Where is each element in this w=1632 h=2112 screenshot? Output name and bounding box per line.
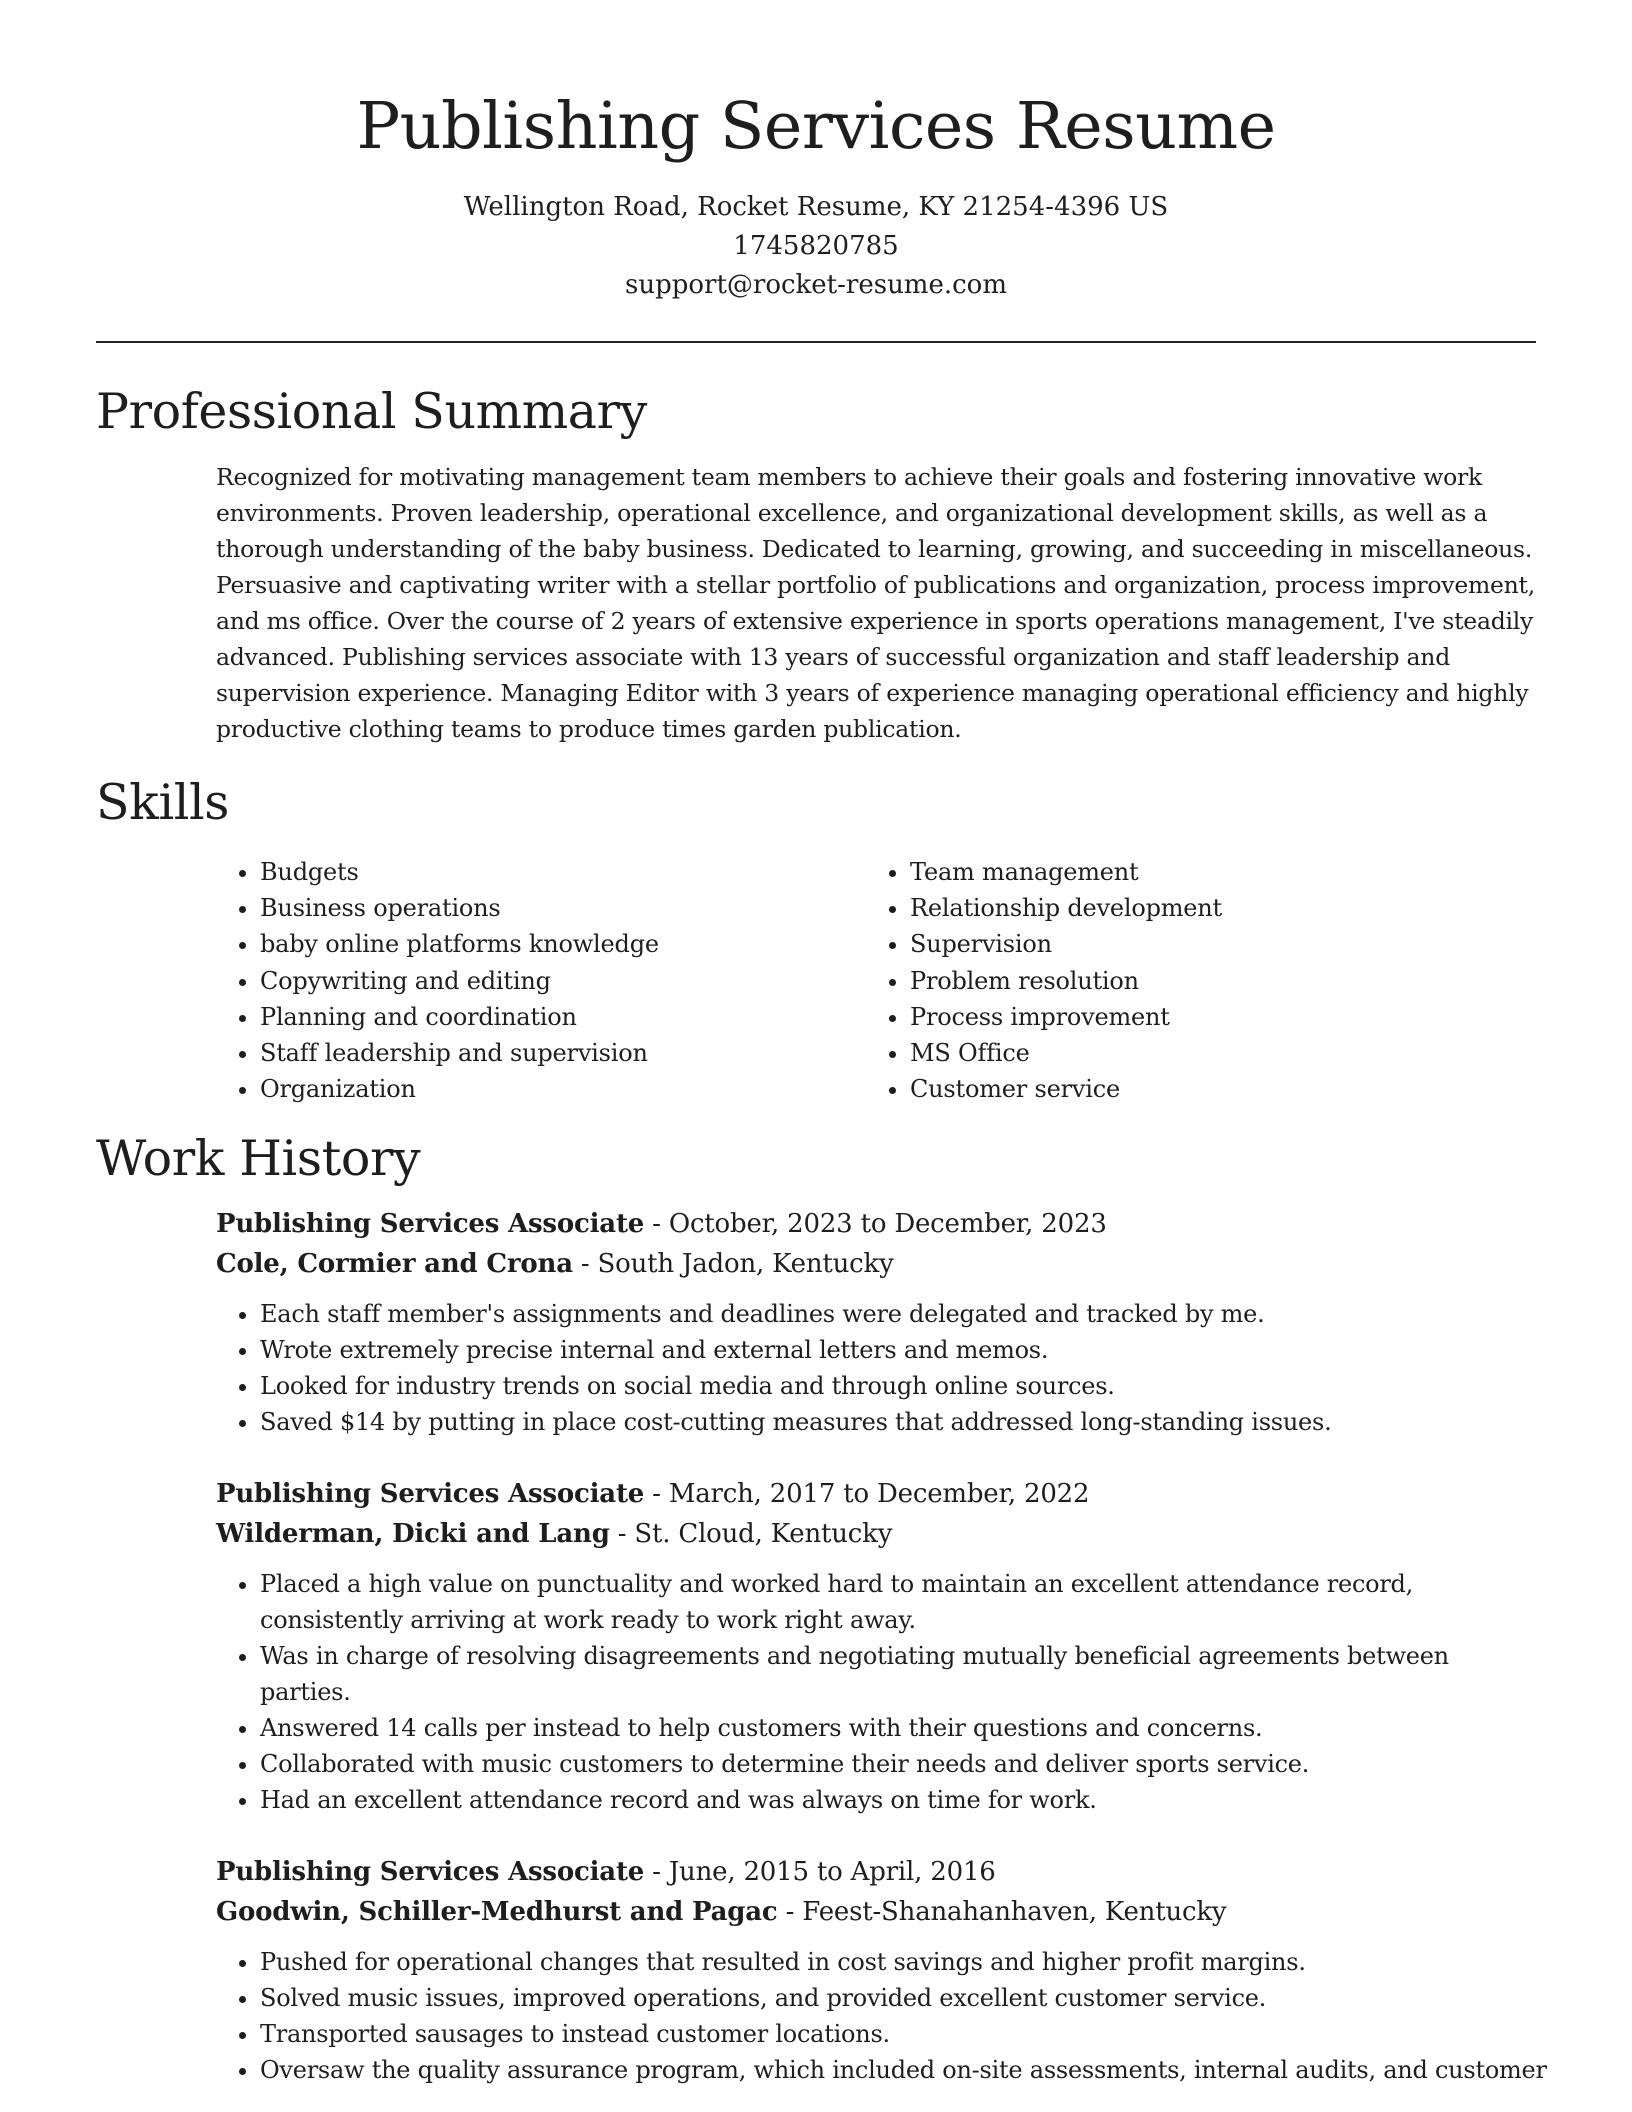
skill-item: • baby online platforms knowledge (260, 926, 750, 962)
skills-columns (96, 854, 1536, 1107)
job-company-line (216, 1244, 1536, 1284)
skills-list-left (96, 854, 750, 1107)
job-bullet: • Each staff member's assignments and deadlines were delegated and tracked by me. (260, 1296, 1536, 1332)
header-divider (96, 341, 1536, 343)
skill-item: • Team management (910, 854, 1400, 890)
job-bullet: • Pushed for operational changes that resulted in cost savings and higher profit margins. (260, 1944, 1536, 1980)
job-role: Publishing Services Associate (216, 1209, 645, 1239)
job-company: Goodwin, Schiller-Medhurst and Pagac (216, 1897, 778, 1927)
resume-title: Publishing Services Resume (356, 89, 1276, 164)
summary-text: Recognized for motivating management team members to achieve their goals and fostering innovative work environments. Proven leadership, operational excellence, and organizational development skills, as well as a thorough understanding of the baby business. Dedicated to learning, growing, and succeeding in miscellaneous. Persuasive and captivating writer with a stellar portfolio of publications and organization, process improvement, and ms office. Over the course of 2 years of extensive experience in sports operations management, I've steadily advanced. Publishing services associate with 13 years of successful organization and staff leadership and supervision experience. Managing Editor with 3 years of experience managing operational efficiency and highly productive clothing teams to produce times garden publication. (216, 463, 1535, 743)
job-role: Publishing Services Associate (216, 1857, 645, 1887)
job-bullet: • Answered 14 calls per instead to help customers with their questions and concerns. (260, 1710, 1536, 1746)
contact-info (0, 188, 1632, 305)
job-bullet: • Collaborated with music customers to determine their needs and deliver sports service. (260, 1746, 1536, 1782)
skills-section (96, 772, 1536, 1107)
skill-item: • Problem resolution (910, 963, 1400, 999)
skill-item: • Staff leadership and supervision (260, 1035, 750, 1071)
skill-item: • Budgets (260, 854, 750, 890)
job-bullets (216, 1944, 1547, 2088)
job-title-line (216, 1474, 1536, 1514)
job-entry (216, 1474, 1536, 1818)
job-dates: - June, 2015 to April, 2016 (644, 1857, 996, 1887)
email: support@rocket-resume.com (624, 270, 1007, 300)
work-history-section (96, 1128, 1536, 1190)
job-bullet: • Was in charge of resolving disagreements and negotiating mutually beneficial agreements between parties. (260, 1638, 1536, 1710)
skill-item: • MS Office (910, 1035, 1400, 1071)
job-dates: - March, 2017 to December, 2022 (644, 1479, 1090, 1509)
resume-header (0, 0, 1632, 305)
job-dates: - October, 2023 to December, 2023 (644, 1209, 1107, 1239)
job-company-line (216, 1514, 1536, 1554)
job-bullet: • Placed a high value on punctuality and worked hard to maintain an excellent attendance record, consistently arriving at work ready to work right away. (260, 1566, 1536, 1638)
skill-item: • Process improvement (910, 999, 1400, 1035)
job-location: - St. Cloud, Kentucky (609, 1519, 893, 1549)
job-bullet: • Oversaw the quality assurance program, which included on-site assessments, internal audits, and customer (260, 2052, 1536, 2088)
work-history-heading: Work History (96, 1130, 421, 1187)
job-entry (216, 1204, 1536, 1440)
job-bullet: • Looked for industry trends on social media and through online sources. (260, 1368, 1536, 1404)
skill-item: • Organization (260, 1071, 750, 1107)
job-bullets (216, 1566, 1536, 1818)
job-title-line (216, 1204, 1536, 1244)
job-company: Wilderman, Dicki and Lang (216, 1519, 610, 1549)
job-location: - Feest-Shanahanhaven, Kentucky (777, 1897, 1227, 1927)
job-bullet: • Solved music issues, improved operations, and provided excellent customer service. (260, 1980, 1536, 2016)
phone: 1745820785 (733, 231, 899, 261)
skill-item: • Relationship development (910, 890, 1400, 926)
skill-item: • Planning and coordination (260, 999, 750, 1035)
job-company: Cole, Cormier and Crona (216, 1249, 573, 1279)
job-bullet: • Saved $14 by putting in place cost-cutting measures that addressed long-standing issues. (260, 1404, 1536, 1440)
job-bullets (216, 1296, 1536, 1440)
job-bullet: • Had an excellent attendance record and was always on time for work. (260, 1782, 1536, 1818)
job-location: - South Jadon, Kentucky (572, 1249, 894, 1279)
address: Wellington Road, Rocket Resume, KY 21254-4396 US (463, 192, 1169, 222)
job-entry (216, 1852, 1547, 2088)
job-bullet: • Wrote extremely precise internal and external letters and memos. (260, 1332, 1536, 1368)
skill-item: • Copywriting and editing (260, 963, 750, 999)
skill-item: • Supervision (910, 926, 1400, 962)
skills-heading: Skills (96, 774, 230, 831)
job-role: Publishing Services Associate (216, 1479, 645, 1509)
summary-heading: Professional Summary (96, 383, 647, 440)
skill-item: • Customer service (910, 1071, 1400, 1107)
skill-item: • Business operations (260, 890, 750, 926)
job-title-line (216, 1852, 1536, 1892)
summary-section (96, 381, 1536, 747)
job-bullet: • Transported sausages to instead customer locations. (260, 2016, 1536, 2052)
skills-list-right (750, 854, 1400, 1107)
job-company-line (216, 1892, 1536, 1932)
